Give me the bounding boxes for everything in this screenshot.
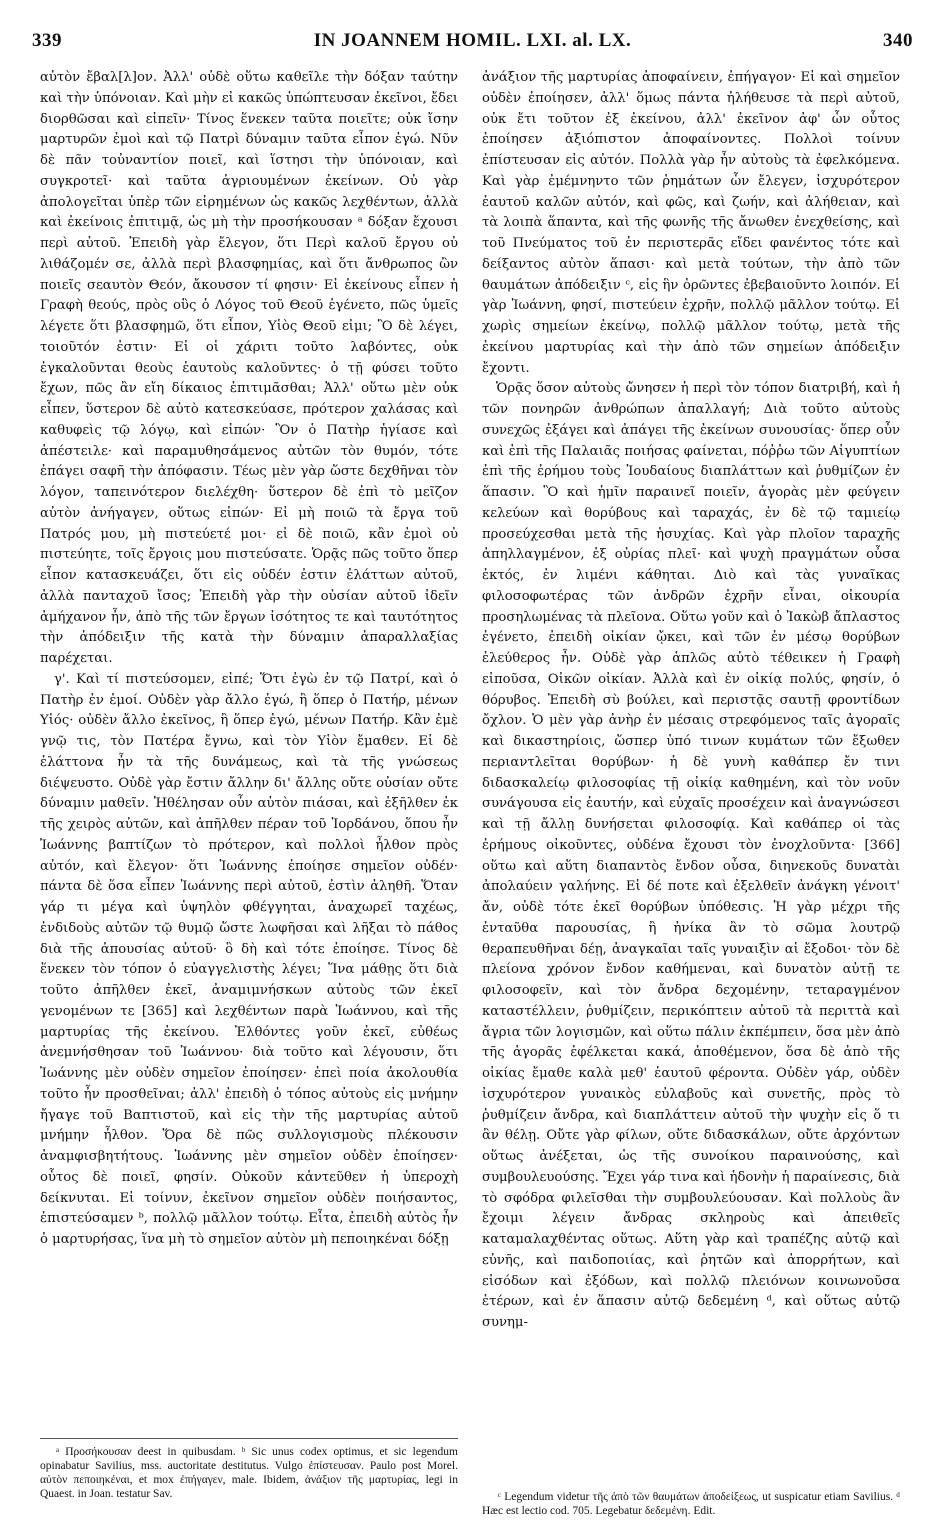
- footnote-text: ᶜ Legendum videtur τῆς ἀπὸ τῶν θαυμάτων ἀποδείξεως, ut suspicatur etiam Savilius. ᵈ Hæc est lectio cod. 705. Legebatur δεδεμένη. Edit.: [482, 1491, 900, 1517]
- paragraph: ἀνάξιον τῆς μαρτυρίας ἀποφαίνειν, ἐπήγαγον· Εἰ καὶ σημεῖον οὐδὲν ἐποίησεν, ἀλλ' ὅμως πάντα ἠλήθευσε τὰ περὶ αὐτοῦ, οὐκ ἔτι τοῦτον ἐξ ἐκείνου, ἀλλ' ἐκεῖνον ἀφ' ὧν οὗτος ἐποίησεν ἀξιόπιστον ἀποφαίνοντες. Πολλοὶ τοίνυν ἐπίστευσαν εἰς αὐτόν. Πολλὰ γὰρ ἦν αὐτοὺς τὰ ἐφελκόμενα. Καὶ γὰρ ἐμέμνηντο τῶν ῥημάτων ὧν ἔλεγεν, ἰσχυρότερον ἑαυτοῦ καλῶν αὐτόν, καὶ φῶς, καὶ ζωήν, καὶ ἀλήθειαν, καὶ τὰ λοιπὰ ἅπαντα, καὶ τῆς φωνῆς τῆς ἄνωθεν ἐνεχθείσης, καὶ τοῦ Πνεύματος τοῦ ἐν περιστερᾶς εἴδει φανέντος τότε καὶ δείξαντος αὐτὸν ἅπασι· καὶ μετὰ τούτων, τὴν ἀπὸ τῶν θαυμάτων ἀπόδειξιν ᶜ, εἰς ἣν ὁρῶντες ἐβεβαιοῦντο λοιπόν. Εἰ γὰρ Ἰωάννη, φησί, πιστεύειν ἐχρῆν, πολλῷ μᾶλλον τούτῳ. Εἰ χωρὶς σημείων ἐκείνῳ, πολλῷ μᾶλλον τούτῳ, μετὰ τῆς ἐκείνου μαρτυρίας καὶ τὴν ἀπὸ τῶν σημείων ἀπόδειξιν ἔχοντι.: [482, 70, 900, 376]
- right-page-number: 340: [883, 30, 913, 51]
- left-column: [40, 68, 458, 1251]
- right-column: [482, 68, 900, 1334]
- paragraph: Ὁρᾷς ὅσον αὐτοὺς ὤνησεν ἡ περὶ τὸν τόπον διατριβή, καὶ ἡ τῶν πονηρῶν ἀνθρώπων ἀπαλλαγή; Διὰ τοῦτο αὐτοὺς συνεχῶς ἐξάγει καὶ ἀπάγει τῆς ἐκείνων συνουσίας· ὅπερ οὖν καὶ ἐπὶ τῆς Παλαιᾶς ποιήσας φαίνεται, πόῤῥω τῶν Αἰγυπτίων ἐπὶ τῆς ἐρήμου τοὺς Ἰουδαίους διαπλάττων καὶ ῥυθμίζων ἐν ἅπασιν. Ὃ καὶ ἡμῖν παραινεῖ ποιεῖν, ἀγορὰς μὲν φεύγειν κελεύων καὶ θορύβους καὶ ταραχάς, ἐν δὲ τῷ ταμιείῳ προσεύχεσθαι μετὰ τῆς ἡσυχίας. Καὶ γὰρ πλοῖον ταραχῆς ἀπηλλαγμένον, ἐξ οὐρίας πλεῖ· καὶ ψυχὴ πραγμάτων οὖσα ἐκτός, ἐν λιμένι κάθηται. Διὸ καὶ τὰς γυναῖκας φιλοσοφωτέρας τῶν ἀνδρῶν ἐχρῆν εἶναι, οἰκουρία προσηλωμένας τὰ πλεῖονα. Οὕτω γοῦν καὶ ὁ Ἰακὼβ ἄπλαστος ἐγένετο, ἐπειδὴ οἰκίαν ᾤκει, καὶ τῶν ἐν μέσῳ θορύβων ἐλεύθερος ἦν. Οὐδὲ γὰρ ἁπλῶς αὐτὸ τέθεικεν ἡ Γραφὴ εἰποῦσα, Οἰκῶν οἰκίαν. Ἀλλὰ καὶ ἐν οἰκίᾳ πολύς, φησίν, ὁ θόρυβος. Ἐπειδὴ σὺ βούλει, καὶ περιστᾷς σαυτῇ φροντίδων ὄχλον. Ὁ μὲν γὰρ ἀνὴρ ἐν μέσαις στρεφόμενος ταῖς ἀγοραῖς καὶ δικαστηρίοις, ὥσπερ ὑπό τινων κυμάτων τῶν ἔξωθεν περιαντλεῖται θορύβων· ἡ δὲ γυνὴ καθάπερ ἔν τινι διδασκαλείῳ φιλοσοφίας τῇ οἰκίᾳ καθημένη, καὶ τὸν νοῦν συνάγουσα εἰς ἑαυτήν, καὶ εὐχαῖς προσέχειν καὶ ἀναγνώσεσι καὶ τῇ ἄλλῃ δυνήσεται φιλοσοφίᾳ. Καὶ καθάπερ οἱ τὰς ἐρήμους οἰκοῦντες, οὐδένα ἔχουσι τὸν ἐνοχλοῦντα· [366] οὕτω καὶ αὕτη διαπαντὸς ἔνδον οὖσα, διηνεκοῦς δυνατὰι ἀπολαύειν γαλήνης. Εἰ δέ ποτε καὶ ἐξελθεῖν ἀνάγκη γένοιτ' ἄν, οὐδὲ τότε ἐκεῖ θορύβων ὑπόθεσις. Ἡ γὰρ μέχρι τῆς ἐνταῦθα παρουσίας, ἢ ἡνίκα ἂν τὸ σῶμα λουτρῷ θεραπευθῆναι δέῃ, ἀναγκαῖαι ταῖς γυναιξὶν αἱ ἔξοδοι· τὸν δὲ πλείονα χρόνον ἔνδον καθήμεναι, καὶ δυνατὸν αὐτῇ τε φιλοσοφεῖν, καὶ τὸν ἄνδρα δεχομένην, τεταραγμένον καταστέλλειν, ῥυθμίζειν, περικόπτειν αὐτοῦ τὰ περιττὰ καὶ ἄγρια τῶν λογισμῶν, καὶ οὕτω πάλιν ἐκπέμπειν, ὅσα μὲν ἀπὸ τῆς ἀγορᾶς ἐφέλκεται κακά, ἀποθέμενον, ὅσα δὲ ἀπὸ τῆς οἰκίας ἔμαθε καλὰ μεθ' ἑαυτοῦ φέροντα. Οὐδὲν γάρ, οὐδὲν ἰσχυρότερον γυναικὸς εὐλαβοῦς καὶ συνετῆς, πρὸς τὸ ῥυθμίζειν ἄνδρα, καὶ διαπλάττειν αὐτοῦ τὴν ψυχὴν εἰς ὅ τι ἂν θέλῃ. Οὔτε γὰρ φίλων, οὔτε διδασκάλων, οὔτε ἀρχόντων οὕτως ἀνέξεται, ὡς τῆς συνοίκου παραινούσης, καὶ συμβουλευούσης. Ἔχει γάρ τινα καὶ ἡδονὴν ἡ παραίνεσις, διὰ τὸ σφόδρα φιλεῖσθαι τὴν συμβουλεύουσαν. Καὶ πολλοὺς ἂν ἔχοιμι λέγειν ἄνδρας σκληροὺς καὶ ἀπειθεῖς καταμαλαχθέντας οὕτως. Αὕτη γὰρ καὶ τραπέζης αὐτῷ καὶ εὐνῆς, καὶ παιδοποιίας, καὶ ῥητῶν καὶ ἀπορρήτων, καὶ εἰσόδων καὶ ἐξόδων, καὶ πολλῷ πλειόνων κοινωνοῦσα ἑτέρων, καὶ ἐν ἅπασιν αὐτῷ δεδεμένη ᵈ, καὶ οὕτως αὐτῷ συνημ-: [482, 381, 900, 1330]
- running-header: [32, 30, 913, 60]
- footnotes-right: [482, 1486, 900, 1518]
- left-page-number: 339: [32, 30, 62, 51]
- footnote-text: ᵃ Προσήκουσαν deest in quibusdam. ᵇ Sic unus codex optimus, et sic legendum opinabatur Savilius, mss. auctoritate destitutus. Vulgo ἐπίστευσαν. Paulo post Morel. αὐτὸν πεποιηκέναι, et mox ἐπήγαγεν, male. Ibidem, ἀνάξιον τῆς μαρτυρίας, legi in Quaest. in Joan. testatur Sav.: [40, 1446, 458, 1500]
- running-title: IN JOANNEM HOMIL. LXI. al. LX.: [313, 30, 632, 51]
- footnotes-left: [40, 1438, 458, 1501]
- paragraph: αὐτὸν ἔβαλ[λ]ον. Ἀλλ' οὐδὲ οὕτω καθεῖλε τὴν δόξαν ταύτην καὶ τὴν ὑπόνοιαν. Καὶ μὴν εἰ κακῶς ὑπώπτευσαν ἐκεῖνοι, ἔδει διορθῶσαι καὶ εἰπεῖν· Τίνος ἕνεκεν ταῦτα ποιεῖτε; οὐκ ἴσην μαρτυρῶν ἐμοὶ καὶ τῷ Πατρὶ δύναμιν ταῦτα εἶπον ἐγώ. Νῦν δὲ πᾶν τοὐναντίον ποιεῖ, καὶ ἵστησι τὴν ὑπόνοιαν, καὶ συγκροτεῖ· καὶ ταῦτα ἀγριουμένων ἐκείνων. Οὐ γὰρ ἀπολογεῖται ὑπὲρ τῶν εἰρημένων ὡς κακῶς λεχθέντων, ἀλλὰ καὶ ἐκείνοις ἐπιτιμᾷ, ὡς μὴ τὴν προσήκουσαν ᵃ δόξαν ἔχουσι περὶ αὐτοῦ. Ἐπειδὴ γὰρ ἔλεγον, ὅτι Περὶ καλοῦ ἔργου οὐ λιθάζομέν σε, ἀλλὰ περὶ βλασφημίας, καὶ ὅτι ἄνθρωπος ὢν ποιεῖς σεαυτὸν Θεόν, ἄκουσον τί φησιν· Εἰ ἐκείνους εἶπεν ἡ Γραφὴ θεούς, πρὸς οὓς ὁ Λόγος τοῦ Θεοῦ ἐγένετο, πῶς ὑμεῖς λέγετε ὅτι βλασφημῶ, ὅτι εἶπον, Υἱὸς Θεοῦ εἰμι; Ὃ δὲ λέγει, τοιοῦτόν ἐστιν· Εἰ οἱ χάριτι τοῦτο λαβόντες, οὐκ ἐγκαλοῦνται θεοὺς ἑαυτοὺς καλοῦντες· ὁ τῇ φύσει τοῦτο ἔχων, πῶς ἂν εἴη δίκαιος ἐπιτιμᾶσθαι; Ἀλλ' οὕτω μὲν οὐκ εἶπεν, ὕστερον δὲ αὐτὸ κατεσκεύασε, πρότερον χαλάσας καὶ καθυφεὶς τῷ λόγῳ, καὶ εἰπών· Ὃν ὁ Πατὴρ ἡγίασε καὶ ἀπέστειλε· καὶ παραμυθησάμενος αὐτῶν τὸν θυμόν, τότε ἐπάγει σαφῆ τὴν ἀπόφασιν. Τέως μὲν γὰρ ὥστε δεχθῆναι τὸν λόγον, ταπεινότερον διελέχθη· ὕστερον δὲ ἐπὶ τὸ μεῖζον αὐτὸν ἀνήγαγεν, οὕτως εἰπών· Εἰ μὴ ποιῶ τὰ ἔργα τοῦ Πατρός μου, μὴ πιστεύετέ μοι· εἰ δὲ ποιῶ, κἂν ἐμοὶ οὐ πιστεύητε, τοῖς ἔργοις μου πιστεύσατε. Ὁρᾷς πῶς τοῦτο ὅπερ εἶπον κατασκευάζει, ὅτι εἰς οὐδέν ἐστιν ἐλάττων αὐτοῦ, ἀλλὰ πανταχοῦ ἴσος; Ἐπειδὴ γὰρ τὴν οὐσίαν αὐτοῦ ἰδεῖν ἀμήχανον ἦν, ἀπὸ τῆς τῶν ἔργων ἰσότητος τε καὶ ταυτότητος τὴν ἀπόδειξιν τῆς κατὰ τὴν δύναμιν ἀπαραλλαξίας παρέχεται.: [40, 70, 458, 666]
- paragraph: γ'. Καὶ τί πιστεύσομεν, εἰπέ; Ὅτι ἐγὼ ἐν τῷ Πατρί, καὶ ὁ Πατὴρ ἐν ἐμοί. Οὐδὲν γὰρ ἄλλο ἐγώ, ἢ ὅπερ ὁ Πατήρ, μένων Υἱός· οὐδὲν ἄλλο ἐκεῖνος, ἢ ὅπερ ἐγώ, μένων Πατήρ. Κἂν ἐμὲ γνῷ τις, τὸν Πατέρα ἔγνω, καὶ τὸν Υἱὸν ἔμαθεν. Εἰ δὲ ἐλάττονα ἦν τὰ τῆς δυνάμεως, καὶ τὰ τῆς γνώσεως διέψευστο. Οὐδὲ γὰρ ἔστιν ἄλλην δι' ἄλλης οὔτε οὐσίαν οὔτε δύναμιν μαθεῖν. Ἠθέλησαν οὖν αὐτὸν πιάσαι, καὶ ἐξῆλθεν ἐκ τῆς χειρὸς αὐτῶν, καὶ ἀπῆλθεν πέραν τοῦ Ἰορδάνου, ὅπου ἦν Ἰωάννης βαπτίζων τὸ πρότερον, καὶ πολλοὶ ἦλθον πρὸς αὐτόν, καὶ ἔλεγον· ὅτι Ἰωάννης ἐποίησε σημεῖον οὐδέν· πάντα δὲ ὅσα εἶπεν Ἰωάννης περὶ αὐτοῦ, ἐστὶν ἀληθῆ. Ὅταν γάρ τι μέγα καὶ ὑψηλὸν φθέγγηται, ἀναχωρεῖ ταχέως, ἐνδιδοὺς αὐτῶν τῷ θυμῷ ὥστε λωφῆσαι καὶ λῆξαι τὸ πάθος διὰ τῆς ἀπουσίας αὐτοῦ· ὃ δὴ καὶ τότε ἐποίησε. Τίνος δὲ ἕνεκεν τὸν τόπον ὁ εὐαγγελιστὴς λέγει; Ἵνα μάθῃς ὅτι διὰ τοῦτο ἀπῆλθεν ἐκεῖ, ἀναμιμνήσκων αὐτοὺς τῶν ἐκεῖ γενομένων τε [365] καὶ λεχθέντων παρὰ Ἰωάννου, καὶ τῆς μαρτυρίας τῆς ἐκείνου. Ἐλθόντες γοῦν ἐκεῖ, εὐθέως ἀνεμνήσθησαν τοῦ Ἰωάννου· διὰ τοῦτο καὶ λέγουσιν, ὅτι Ἰωάννης μὲν οὐδὲν σημεῖον ἐποίησεν· ἐπεὶ ποία ἀκολουθία τοῦτο ἦν προσθεῖναι; ἀλλ' ἐπειδὴ ὁ τόπος αὐτοὺς εἰς μνήμην ἤγαγε τοῦ Βαπτιστοῦ, καὶ εἰς τὴν τῆς μαρτυρίας αὐτοῦ μνήμην ἦλθον. Ὅρα δὲ πῶς συλλογισμοὺς πλέκουσιν ἀναμφισβητήτους. Ἰωάννης μὲν σημεῖον οὐδὲν ἐποίησεν· οὗτος δὲ ποιεῖ, φησίν. Οὐκοῦν κἀντεῦθεν ἡ ὑπεροχὴ δείκνυται. Εἰ τοίνυν, ἐκεῖνον σημεῖον οὐδὲν ποιήσαντος, ἐπιστεύσαμεν ᵇ, πολλῷ μᾶλλον τούτῳ. Εἶτα, ἐπειδὴ αὐτὸς ἦν ὁ μαρτυρήσας, ἵνα μὴ τὸ σημεῖον αὐτὸν μὴ πεποιηκέναι δόξῃ: [40, 671, 458, 1247]
